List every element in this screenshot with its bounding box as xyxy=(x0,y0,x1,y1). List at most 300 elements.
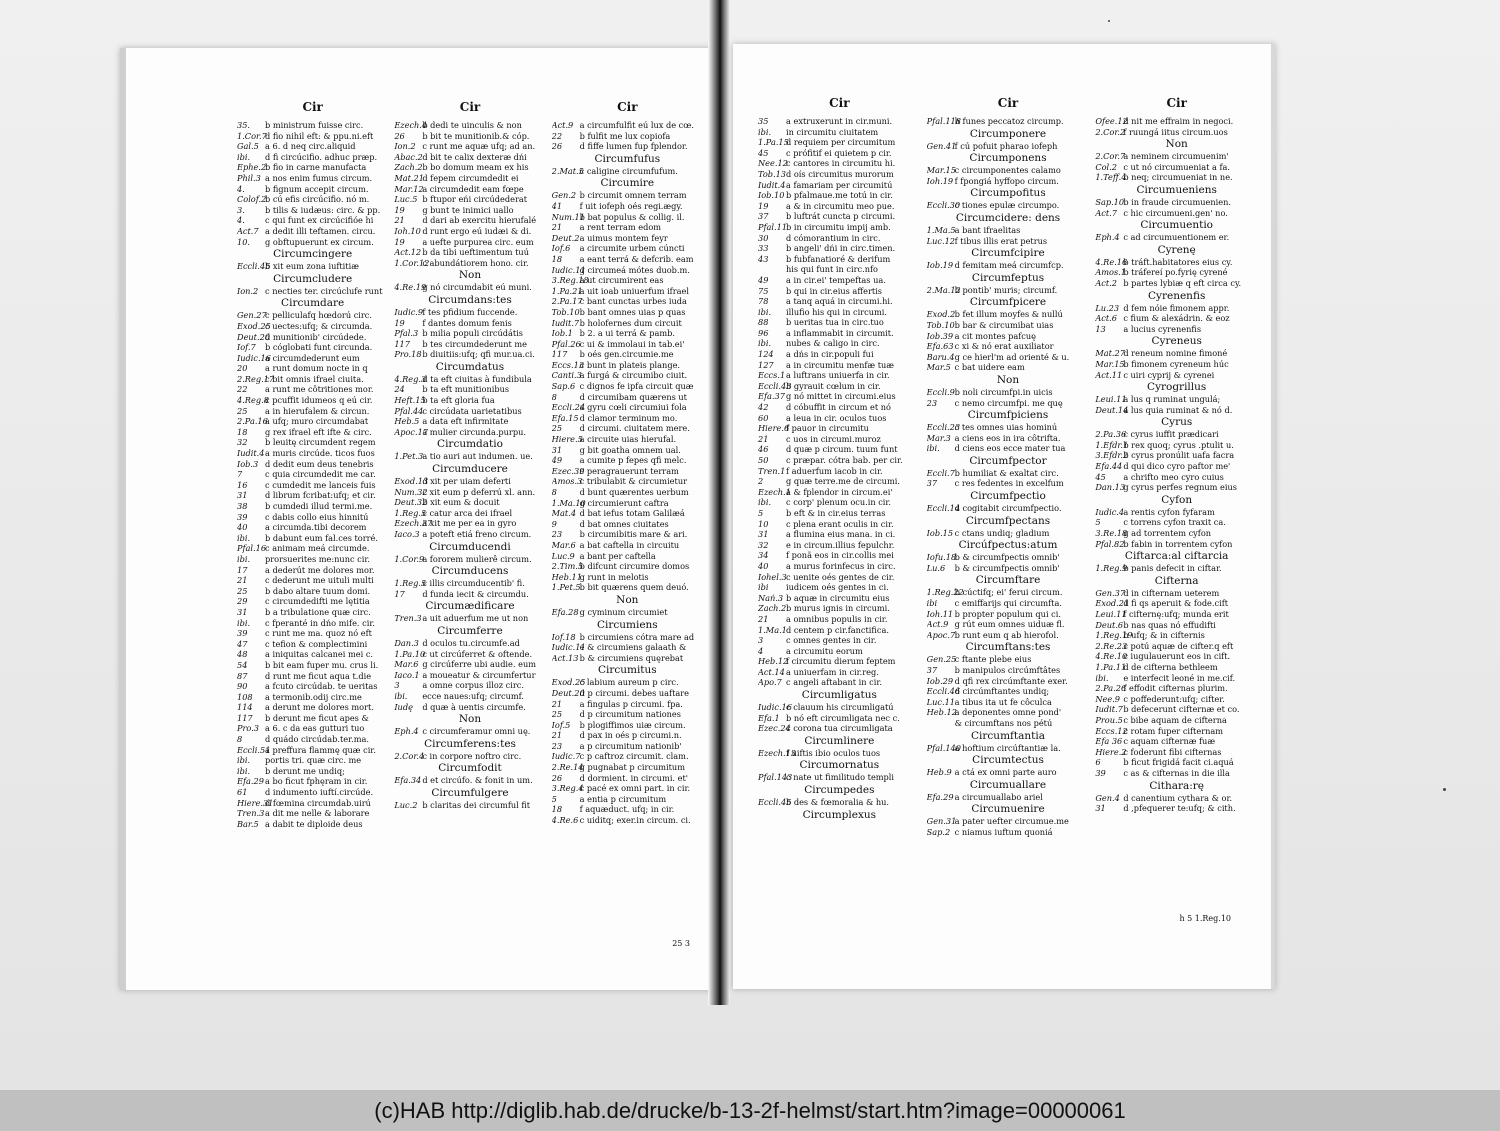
entry-text: f tibus illis erat petrus xyxy=(954,235,1048,246)
scripture-reference: Ezech.1 xyxy=(758,486,791,497)
entry-text: c dabis collo eius hinnitú xyxy=(265,511,369,522)
scripture-reference: Tren.3 xyxy=(394,613,422,624)
entry-text: b noli circumfpi.in uicis xyxy=(954,386,1053,397)
scripture-reference: 3 xyxy=(758,635,764,646)
concordance-entry xyxy=(552,677,703,688)
concordance-entry xyxy=(1095,517,1258,528)
headword: Circumædificare xyxy=(425,600,515,613)
concordance-entry xyxy=(552,254,703,265)
entry-text: b circumit omnem terram xyxy=(579,190,687,201)
scripture-reference: Efa.29 xyxy=(926,791,954,802)
concordance-entry xyxy=(237,342,388,353)
scripture-reference: Iob.10 xyxy=(758,190,785,201)
concordance-entry xyxy=(1095,440,1258,451)
concordance-entry xyxy=(552,476,703,487)
entry-text: c tribulabit & circumietur xyxy=(579,476,688,487)
concordance-entry xyxy=(552,318,703,329)
entry-text: a bant per caftella xyxy=(579,550,656,561)
scripture-reference: Deut.6 xyxy=(1095,619,1124,630)
concordance-entry xyxy=(758,222,921,233)
concordance-entry xyxy=(1095,768,1258,779)
scripture-reference: 3.Reg.18 xyxy=(551,275,589,286)
concordance-entry xyxy=(394,258,545,269)
entry-text: d ta eft ciuitas à fundibula xyxy=(422,373,532,384)
entry-text: a murus forinfecus in circ. xyxy=(786,560,896,571)
scripture-reference: Luc.5 xyxy=(394,194,418,205)
entry-text: d pax in oés p circumi.n. xyxy=(579,730,682,741)
scripture-reference: 37 xyxy=(926,478,938,489)
concordance-entry xyxy=(237,565,388,576)
concordance-entry xyxy=(758,444,921,455)
concordance-entry xyxy=(1095,303,1258,314)
concordance-entry xyxy=(1095,232,1258,243)
scripture-reference: Sap.10 xyxy=(1095,196,1125,207)
concordance-entry xyxy=(237,596,388,607)
concordance-entry xyxy=(394,141,545,152)
entry-text: a circumda.tibi decorem xyxy=(265,522,367,533)
scripture-reference: Baru.4 xyxy=(926,351,955,362)
concordance-entry xyxy=(758,466,921,477)
entry-text: f uit iofeph oés regi.ægy. xyxy=(579,200,683,211)
concordance-entry xyxy=(1095,127,1258,138)
concordance-entry xyxy=(394,318,545,329)
entry-text: a gyru cœli circumiui fola xyxy=(579,402,687,413)
scripture-reference: 8 xyxy=(551,391,557,402)
entry-text: g nó mittet in circumi.eius xyxy=(786,391,896,402)
entry-text: b bat populus & collig. il. xyxy=(579,211,685,222)
concordance-entry xyxy=(1095,313,1258,324)
scripture-reference: 90 xyxy=(237,681,248,692)
scripture-reference: Eccli.51 xyxy=(237,744,271,755)
entry-text: c tefion & complectimini xyxy=(265,638,368,649)
scripture-reference: 19 xyxy=(758,200,769,211)
entry-text: b a tribulatione quæ circ. xyxy=(265,606,371,617)
headword: Circumfeptus xyxy=(971,271,1045,284)
concordance-entry xyxy=(1095,208,1258,219)
scripture-reference: Ofee.12 xyxy=(1095,116,1128,126)
concordance-entry xyxy=(552,233,703,244)
entry-text: a dedit illi teftamen. circu. xyxy=(265,225,376,236)
entry-text: a in hierufalem & circun. xyxy=(265,405,370,416)
entry-text: e in circum.illius fepulchr. xyxy=(786,539,895,550)
entry-text: b pontib' muris; circumf. xyxy=(954,284,1058,295)
scripture-reference: Pfal.3 xyxy=(394,328,419,339)
scripture-reference: 4. xyxy=(237,215,245,226)
scripture-reference: Heb.12 xyxy=(758,656,789,667)
scripture-reference: ibi. xyxy=(237,765,251,776)
concordance-entry xyxy=(237,575,388,586)
concordance-entry xyxy=(1095,257,1258,268)
concordance-entry xyxy=(1095,162,1258,173)
entry-text: c xi & nó erat auxiliator xyxy=(954,341,1054,352)
entry-text: nubes & caligo in circ. xyxy=(786,338,880,349)
entry-text: a eant terrá & defcrib. eam xyxy=(579,253,694,264)
concordance-entry xyxy=(552,529,703,540)
scripture-reference: 42 xyxy=(758,402,769,413)
scripture-reference: Ioh.10 xyxy=(394,225,421,236)
entry-text: f pauor in circumitu xyxy=(786,423,869,434)
right-column-3 xyxy=(1092,96,1261,989)
concordance-entry xyxy=(1095,450,1258,461)
entry-text: d circumi. ciuitatem mere. xyxy=(579,423,690,434)
entry-text: d bit te calix dexteræ dńi xyxy=(422,151,527,162)
entry-text: g ad torrentem cyfon xyxy=(1123,528,1212,539)
scripture-reference: 1.Reg.22 xyxy=(926,587,964,598)
entry-text: c aquam cifternæ fuæ xyxy=(1123,736,1216,747)
headword: Circumfcipire xyxy=(971,247,1045,260)
entry-text: portis tri. quæ circ. me xyxy=(265,755,362,766)
concordance-entry xyxy=(394,691,545,702)
headword: Circumfpiciens xyxy=(967,409,1049,422)
scripture-reference: Exod.25 xyxy=(237,320,271,331)
concordance-entry xyxy=(552,498,703,509)
scripture-reference: Iudic.11 xyxy=(551,264,586,275)
scripture-reference: Phil.3 xyxy=(237,172,261,183)
entry-text: b in fraude circumuenien. xyxy=(1123,196,1231,207)
scripture-reference: 40 xyxy=(758,560,769,571)
entry-text: g cyminum circumiet xyxy=(579,606,668,617)
entry-text: b runt eum q ab hierofol. xyxy=(954,629,1059,640)
concordance-entry xyxy=(552,360,703,371)
entry-text: e interfecit leoné in me.cif. xyxy=(1123,672,1236,683)
scripture-reference: Zach.2 xyxy=(758,603,787,614)
scripture-reference: Pfal.143 xyxy=(758,772,793,783)
scripture-reference: 39 xyxy=(1095,767,1106,778)
concordance-entry xyxy=(552,551,703,562)
concordance-entry xyxy=(552,265,703,276)
entry-text: b angeli' dńi in circ.timen. xyxy=(786,243,896,254)
entry-text: a derunt me dolores mort. xyxy=(265,702,374,713)
concordance-entry xyxy=(552,212,703,223)
scripture-reference: 40 xyxy=(237,522,248,533)
entry-text: c peragrauerunt terram xyxy=(579,465,679,476)
scripture-reference: Iob.15 xyxy=(926,527,954,538)
concordance-entry xyxy=(927,743,1090,754)
entry-text: a uefte purpurea circ. eum xyxy=(422,236,534,247)
scripture-reference: Tob.13 xyxy=(758,168,787,179)
scripture-reference: 18 xyxy=(237,426,248,437)
scripture-reference: Tren.3 xyxy=(237,808,265,819)
entry-text: a rentis cyfon fyfaram xyxy=(1123,506,1215,517)
scripture-reference: Iudit.7 xyxy=(1095,704,1123,715)
scripture-reference: 6 xyxy=(1095,757,1101,768)
entry-text: c ut circúferret & oftende. xyxy=(422,648,533,659)
entry-text: b dedi te uinculis & non xyxy=(422,120,522,130)
scripture-reference: 21 xyxy=(758,433,769,444)
concordance-entry xyxy=(758,275,921,286)
concordance-entry xyxy=(237,649,388,660)
concordance-entry xyxy=(1095,267,1258,278)
concordance-entry xyxy=(1095,641,1258,652)
concordance-entry xyxy=(237,131,388,142)
scripture-reference: 10. xyxy=(237,236,251,247)
scripture-reference: 19 xyxy=(394,317,405,328)
concordance-entry xyxy=(394,215,545,226)
headword: Circumuentio xyxy=(1140,219,1213,232)
scripture-reference: 25 xyxy=(237,405,248,416)
entry-text: b ueritas tua in circ.tuo xyxy=(786,317,884,328)
left-column-2 xyxy=(391,100,548,990)
scripture-reference: Deut.32 xyxy=(394,497,428,508)
entry-text: b bit te munitionib.& cóp. xyxy=(422,130,530,141)
concordance-entry xyxy=(758,317,921,328)
entry-text: c clauum his circumligatú xyxy=(786,702,894,713)
entry-text: d p circumi. debes uaftare xyxy=(579,687,690,698)
entry-text: e & circumiens galaath & xyxy=(579,642,687,653)
concordance-entry xyxy=(758,127,921,138)
scripture-reference: ibi. xyxy=(758,497,772,508)
concordance-entry xyxy=(1095,630,1258,641)
entry-text: c circúdata uarietatibus xyxy=(422,405,522,416)
concordance-entry xyxy=(237,437,388,448)
entry-text: c caligine circumfufum. xyxy=(579,165,678,176)
scripture-reference: Sap.6 xyxy=(551,381,576,392)
entry-text: a entia p circumitum xyxy=(579,793,667,804)
entry-text: illufio his qui in circumi. xyxy=(786,306,888,317)
entry-text: c uos in circumi.muroz xyxy=(786,433,881,444)
scripture-reference: Eccli.45 xyxy=(237,261,271,272)
concordance-entry xyxy=(758,158,921,169)
concordance-entry xyxy=(927,676,1090,687)
headword: Circumdans:tes xyxy=(428,293,512,306)
concordance-entry xyxy=(927,309,1090,320)
entry-text: f cifternę:ufq; munda erit xyxy=(1123,609,1229,619)
concordance-entry xyxy=(758,211,921,222)
scripture-reference: 21 xyxy=(551,222,563,233)
concordance-entry xyxy=(758,797,921,808)
scripture-reference: Gen.2 xyxy=(551,190,577,201)
entry-text: a & fplendor in circum.ei' xyxy=(786,486,893,497)
scripture-reference: Eccs.12 xyxy=(1095,725,1128,736)
entry-text: c corona tua circumligata xyxy=(786,723,893,734)
concordance-entry xyxy=(237,448,388,459)
concordance-entry xyxy=(927,165,1090,176)
scripture-reference: 1.Pa.21 xyxy=(551,285,583,296)
entry-text: c pelliculafq hœdorú circ. xyxy=(265,310,372,321)
headword: Circumpedes xyxy=(804,784,875,797)
scripture-reference: Mar.15 xyxy=(926,165,956,176)
scripture-reference: Efa.44 xyxy=(1095,461,1123,472)
scripture-reference: Ezech.13 xyxy=(758,747,797,758)
entry-text: a 6. d neq circ.aliquid xyxy=(265,141,356,152)
headword: Circumtectus xyxy=(972,754,1044,767)
entry-text: a preffura flammę quæ cir. xyxy=(265,744,376,755)
concordance-entry xyxy=(758,561,921,572)
entry-text: b eft & in cir.eius terras xyxy=(786,507,886,518)
scripture-reference: Hiere.5 xyxy=(551,434,583,445)
entry-text: a iniquitas calcanei mei c. xyxy=(265,649,374,660)
entry-text: b partes lybiæ q eft circa cy. xyxy=(1123,277,1242,288)
scripture-reference: Eccli.7 xyxy=(926,467,955,478)
concordance-entry xyxy=(927,654,1090,665)
entry-text: a lus quia ruminat & nó d. xyxy=(1123,404,1233,415)
scripture-reference: 1.Ma.1 xyxy=(758,624,787,635)
headword: Cyrenę xyxy=(1157,243,1196,256)
entry-text: b dabo altare tuum domi. xyxy=(265,585,371,596)
scripture-reference: ibi. xyxy=(1095,672,1109,683)
entry-text: a cumite p fepes qfi melc. xyxy=(579,455,687,466)
concordance-entry xyxy=(1095,539,1258,550)
scripture-reference: 54 xyxy=(237,659,248,670)
headword: Circumftare xyxy=(975,574,1041,587)
entry-text: b ministrum fuisse circ. xyxy=(265,120,364,130)
concordance-entry xyxy=(552,392,703,403)
scripture-reference: Iudic.11 xyxy=(551,642,586,653)
entry-text: c omnes gentes in cir. xyxy=(786,635,877,646)
concordance-entry xyxy=(552,166,703,177)
scripture-reference: Nee.9 xyxy=(1095,693,1121,704)
concordance-entry xyxy=(237,162,388,173)
scripture-reference: Iof.6 xyxy=(551,243,571,254)
entry-text: a circumitu eorum xyxy=(786,645,863,656)
scripture-reference: Mar.6 xyxy=(394,659,419,670)
entry-text: f dantes domum fenis xyxy=(422,317,512,328)
scripture-reference: Mar.3 xyxy=(926,432,951,443)
scripture-reference: Eccli.30 xyxy=(926,200,961,211)
scripture-reference: 23 xyxy=(551,529,563,540)
concordance-entry xyxy=(758,116,921,127)
concordance-entry xyxy=(237,723,388,734)
entry-text: b & circumiens quęrebat xyxy=(579,652,684,663)
concordance-entry xyxy=(237,512,388,523)
scripture-reference: 2.Cor.4 xyxy=(394,750,425,761)
headword: Circumitus xyxy=(597,664,657,677)
scripture-reference: 17 xyxy=(394,588,405,599)
entry-text: b cúctifq; ei' ferui circum. xyxy=(954,587,1063,598)
scripture-reference: Exod.2 xyxy=(926,309,956,320)
scripture-reference: 21 xyxy=(551,730,563,741)
concordance-entry xyxy=(758,264,921,275)
scripture-reference: 45 xyxy=(758,147,769,158)
concordance-entry xyxy=(237,798,388,809)
entry-text: a ufq; muro circumdabat xyxy=(265,416,369,427)
concordance-entry xyxy=(552,607,703,618)
scripture-reference: Pfal.82 xyxy=(1095,538,1125,549)
concordance-entry xyxy=(394,194,545,205)
concordance-entry xyxy=(394,800,545,811)
concordance-entry xyxy=(237,237,388,248)
concordance-entry xyxy=(394,751,545,762)
scripture-reference: Mar.5 xyxy=(926,362,951,373)
entry-text: c necties ter. circúclufe runt xyxy=(265,285,383,296)
entry-text: g rex ifrael eft ifte & circ. xyxy=(265,426,372,437)
scripture-reference: Pfal.26 xyxy=(551,338,581,349)
entry-text: g rút eum omnes uiduæ fl. xyxy=(954,619,1065,630)
scripture-reference: 4.Re.10 xyxy=(1095,651,1128,662)
entry-text: c iugulauerunt eos in cift. xyxy=(1123,651,1231,662)
scripture-reference: Heb.5 xyxy=(394,416,420,427)
entry-text: d quæ à uentis circumfe. xyxy=(422,701,526,712)
concordance-entry xyxy=(758,391,921,402)
concordance-entry xyxy=(927,422,1090,433)
entry-text: a uit ioab uniuerfum ifrael xyxy=(579,285,689,296)
scripture-reference: Gen.41 xyxy=(926,140,957,151)
concordance-entry xyxy=(237,184,388,195)
concordance-entry xyxy=(927,260,1090,271)
entry-text: c prófitif ei quietem p cir. xyxy=(786,147,892,158)
scripture-reference: 29 xyxy=(237,596,248,607)
entry-text: d dormient. in circumi. et' xyxy=(579,772,689,783)
entry-text: g pugnabat p circumitum xyxy=(579,762,685,773)
concordance-entry xyxy=(394,649,545,660)
scripture-reference: 7 xyxy=(237,469,243,480)
concordance-entry xyxy=(927,503,1090,514)
left-page xyxy=(120,48,720,990)
running-head: Cir xyxy=(617,100,638,114)
entry-text: d fem nóie fimonem appr. xyxy=(1123,302,1230,313)
scripture-reference: 32 xyxy=(237,437,248,448)
concordance-entry xyxy=(758,190,921,201)
concordance-entry xyxy=(927,552,1090,563)
scripture-reference: Mat.27 xyxy=(1095,348,1125,359)
entry-text: g circúferre ubi audie. eum xyxy=(422,659,536,670)
entry-text: d circumibam quærens ut xyxy=(579,391,687,402)
concordance-entry xyxy=(1095,507,1258,518)
concordance-entry xyxy=(1095,429,1258,440)
concordance-entry xyxy=(552,328,703,339)
scripture-reference: Iaco.3 xyxy=(394,529,420,539)
entry-text: a famariam per circumitú xyxy=(786,179,893,190)
scripture-reference: Hiere.31 xyxy=(237,797,274,808)
concordance-entry xyxy=(237,194,388,205)
scripture-reference: 21 xyxy=(237,575,248,586)
scripture-reference: Iaco.1 xyxy=(394,669,420,680)
concordance-entry xyxy=(237,120,388,131)
entry-text: b holofernes dum circuit xyxy=(579,317,682,328)
right-page xyxy=(733,44,1275,989)
entry-text: c runt me ma. quoz nó eft xyxy=(265,628,372,639)
concordance-entry xyxy=(394,152,545,163)
concordance-entry xyxy=(237,152,388,163)
concordance-entry xyxy=(237,639,388,650)
concordance-entry xyxy=(237,215,388,226)
concordance-entry xyxy=(927,236,1090,247)
concordance-entry xyxy=(758,381,921,392)
entry-text: a fcuto circúdab. te ueritas xyxy=(265,681,378,692)
headword: Cyrogrillus xyxy=(1147,381,1207,394)
concordance-entry xyxy=(758,180,921,191)
scripture-reference: Eccs.1 xyxy=(758,370,786,381)
entry-text: b cú efis circúcifio. nó m. xyxy=(265,194,370,205)
entry-text: a dit me nelle & laborare xyxy=(265,808,370,819)
scripture-reference: 2.Cor.7 xyxy=(1095,151,1126,162)
concordance-entry xyxy=(758,338,921,349)
entry-text: d ,pfequerer te:ufq; & cith. xyxy=(1123,803,1236,814)
entry-text: a tio auri aut indumen. ue. xyxy=(422,451,533,462)
entry-text: g ce hierl'm ad orienté & u. xyxy=(954,351,1070,362)
entry-text: & circumftans nos pétú xyxy=(954,717,1053,728)
entry-text: a tanq aquá in circumi.hi. xyxy=(786,296,893,307)
scripture-reference: 4.Re.6 xyxy=(551,815,579,826)
entry-text: a nos enim fumus circum. xyxy=(265,172,373,183)
scripture-reference: 4.Re.16 xyxy=(1095,256,1128,267)
entry-text: b fet illum moyfes & nullú xyxy=(954,309,1063,320)
concordance-entry xyxy=(927,398,1090,409)
concordance-entry xyxy=(394,554,545,565)
scripture-reference: ibi. xyxy=(758,306,772,317)
scripture-reference: 46 xyxy=(758,444,769,455)
entry-text: a ciens eos in ira côtrifta. xyxy=(954,432,1061,443)
concordance-entry xyxy=(552,370,703,381)
concordance-entry xyxy=(758,286,921,297)
concordance-entry xyxy=(927,816,1090,827)
scripture-reference: Iof.18 xyxy=(551,631,576,642)
entry-text: c ctans undiq; gladium xyxy=(954,527,1050,538)
concordance-entry xyxy=(394,659,545,670)
entry-text: c fperanté in dńo mife. cir. xyxy=(265,617,375,628)
entry-text: b aquæ in circumitu eius xyxy=(786,592,890,603)
concordance-entry xyxy=(237,713,388,724)
